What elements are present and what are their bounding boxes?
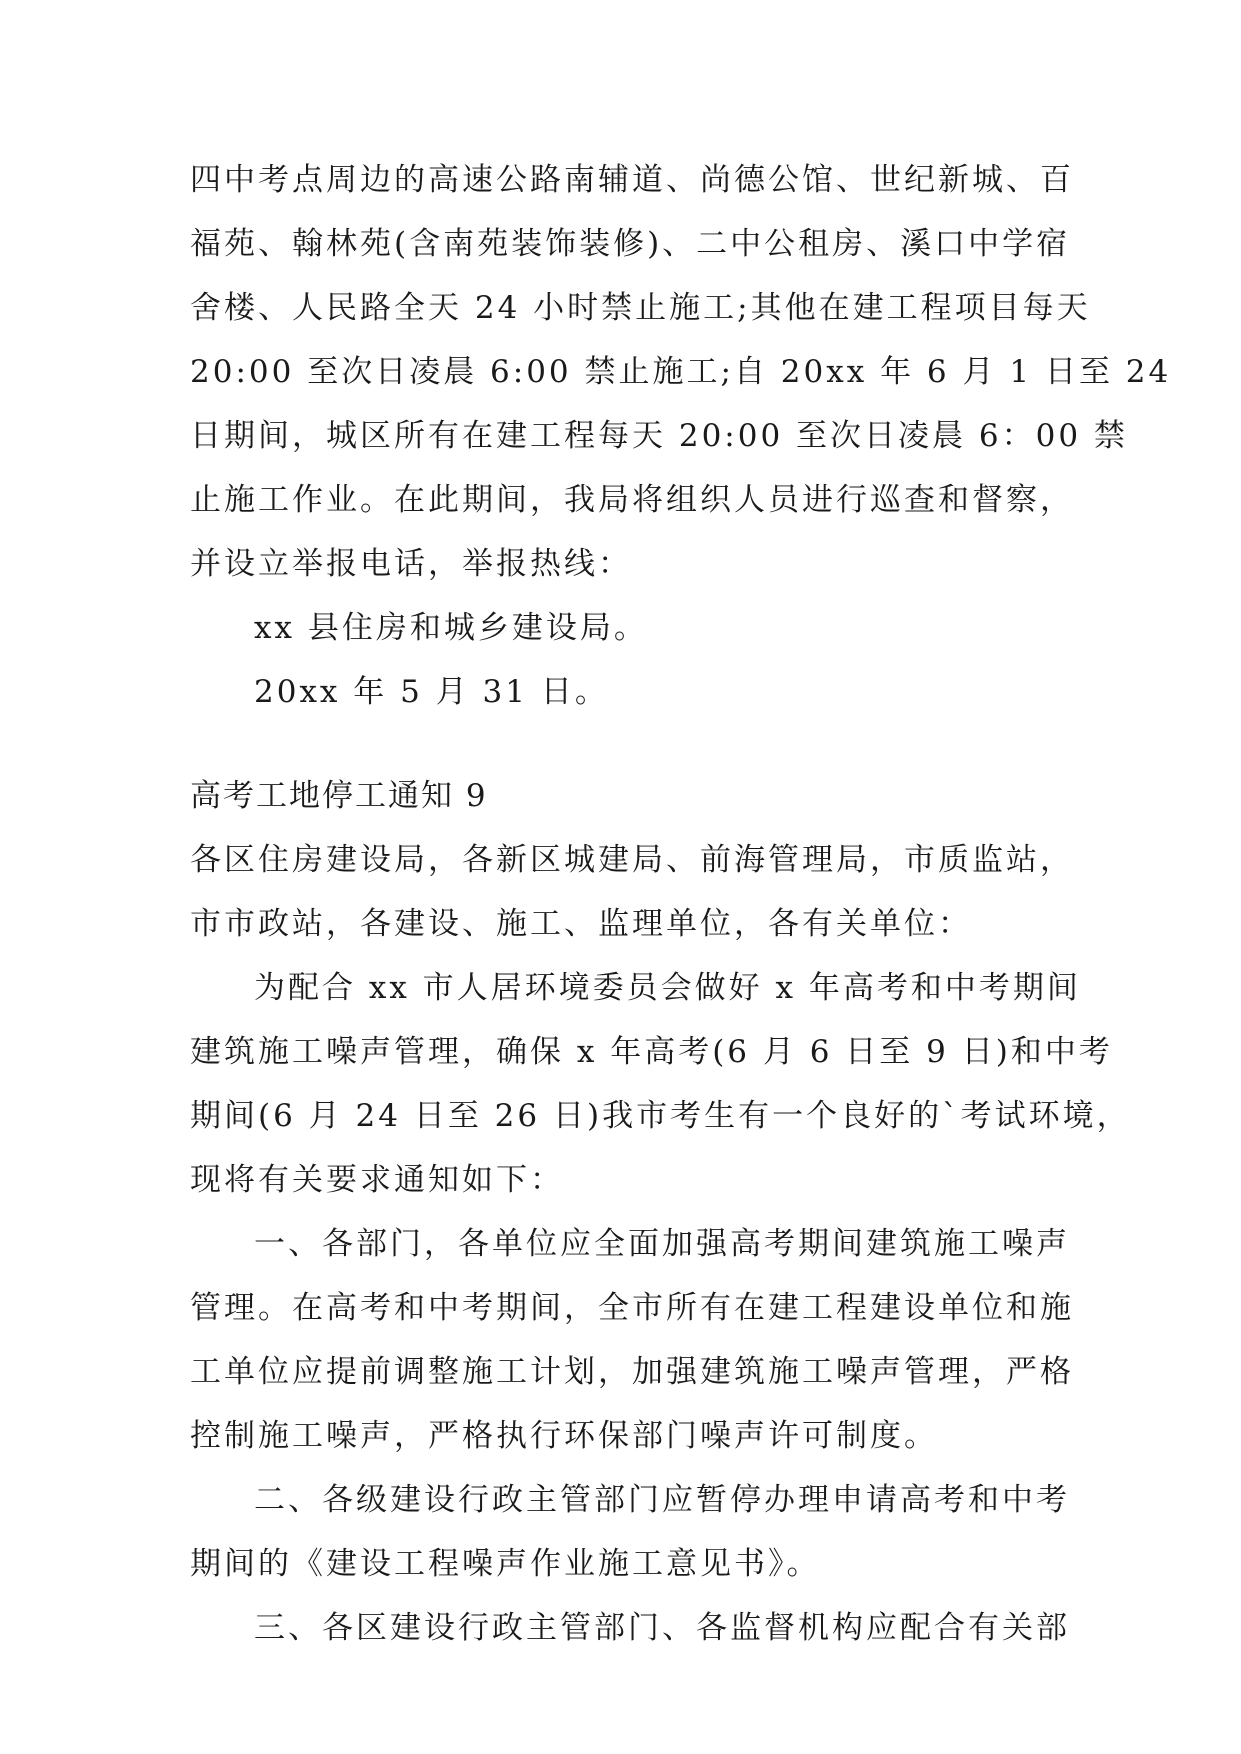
document-body [190,160,1172,1648]
text-line: 福苑、翰林苑(含南苑装饰装修)、二中公租房、溪口中学宿 [190,226,1071,262]
text-line: 四中考点周边的高速公路南辅道、尚德公馆、世纪新城、百 [190,162,1074,198]
addressee-line: 市市政站，各建设、施工、监理单位，各有关单位： [190,906,972,942]
paragraph-line: 为配合 xx 市人居环境委员会做好 x 年高考和中考期间 [254,970,1081,1006]
paragraph-line: 管理。在高考和中考期间，全市所有在建工程建设单位和施 [190,1290,1074,1326]
date-line: 20xx 年 5 月 31 日。 [254,674,609,710]
paragraph-line: 三、各区建设行政主管部门、各监督机构应配合有关部 [254,1610,1070,1646]
addressee-line: 各区住房建设局，各新区城建局、前海管理局，市质监站， [190,842,1074,878]
section-gap [190,712,1070,776]
paragraph-line: 一、各部门，各单位应全面加强高考期间建筑施工噪声 [254,1226,1070,1262]
paragraph-line: 二、各级建设行政主管部门应暂停办理申请高考和中考 [254,1482,1070,1518]
text-line: 20:00 至次日凌晨 6:00 禁止施工;自 20xx 年 6 月 1 日至 24 [190,354,1172,390]
paragraph-line: 期间的《建设工程噪声作业施工意见书》。 [190,1546,821,1582]
text-line: 止施工作业。在此期间，我局将组织人员进行巡查和督察， [190,482,1074,518]
paragraph-line: 建筑施工噪声管理，确保 x 年高考(6 月 6 日至 9 日)和中考 [190,1034,1113,1070]
paragraph-line: 工单位应提前调整施工计划，加强建筑施工噪声管理，严格 [190,1354,1074,1390]
paragraph-line: 现将有关要求通知如下： [190,1162,564,1198]
paragraph-line: 控制施工噪声，严格执行环保部门噪声许可制度。 [190,1418,938,1454]
text-line: 舍楼、人民路全天 24 小时禁止施工;其他在建工程项目每天 [190,290,1091,326]
signature-line: xx 县住房和城乡建设局。 [254,610,648,646]
text-line: 并设立举报电话，举报热线： [190,546,632,582]
text-line: 日期间，城区所有在建工程每天 20:00 至次日凌晨 6：00 禁 [190,418,1128,454]
notice-title: 高考工地停工通知 9 [190,778,488,814]
paragraph-line: 期间(6 月 24 日至 26 日)我市考生有一个良好的`考试环境， [190,1098,1131,1134]
